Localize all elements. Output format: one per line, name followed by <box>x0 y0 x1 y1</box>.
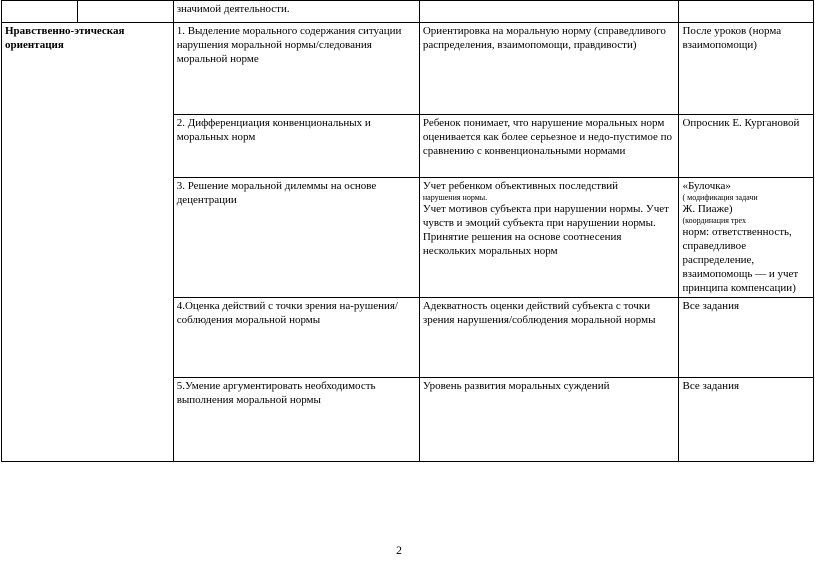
method-cell <box>679 1 814 23</box>
criterion-text: Учет мотивов субъекта при нарушении нормы. Учет чувств и эмоций субъекта при нарушении нормы. Принятие решения на основе соотнесения нескольких моральных норм <box>422 203 669 257</box>
criterion-cell: Ребенок понимает, что нарушение моральных норм оценивается как более серьезное и недо-пустимое по сравнению с конвенциональными нормами <box>419 115 679 178</box>
criterion-cell: Ориентировка на моральную норму (справедливого распределения, взаимопомощи, правдивости) <box>419 23 679 115</box>
criterion-cell: Уровень развития моральных суждений <box>419 378 679 462</box>
empty-cell <box>2 1 78 23</box>
method-cell: Все задания <box>679 378 814 462</box>
criteria-table <box>1 0 814 462</box>
table-row-fragment <box>2 1 814 23</box>
criterion-cell: Адекватность оценки действий субъекта с точки зрения нарушения/соблюдения моральной нормы <box>419 298 679 378</box>
aspect-cell: Нравственно-этическая ориентация <box>2 23 174 462</box>
method-note: (координация трех <box>682 216 746 225</box>
table-row <box>2 23 814 115</box>
method-cell <box>679 178 814 298</box>
criterion-cell <box>419 178 679 298</box>
empty-cell <box>77 1 173 23</box>
method-cell: После уроков (норма взаимопомощи) <box>679 23 814 115</box>
action-cell: 2. Дифференциация конвенциональных и моральных норм <box>173 115 419 178</box>
method-cell: Все задания <box>679 298 814 378</box>
page-number: 2 <box>396 543 402 557</box>
criterion-note: нарушения нормы. <box>422 193 488 202</box>
action-cell: 1. Выделение морального содержания ситуации нарушения моральной нормы/следования моральной норме <box>173 23 419 115</box>
action-cell: 3. Решение моральной дилеммы на основе децентрации <box>173 178 419 298</box>
method-note: ( модификация задачи <box>682 193 758 202</box>
criterion-text: Учет ребенком объективных последствий <box>422 180 619 192</box>
method-cell: Опросник Е. Кургановой <box>679 115 814 178</box>
criterion-cell <box>419 1 679 23</box>
method-title: «Булочка» <box>682 180 731 192</box>
action-cell: 4.Оценка действий с точки зрения на-рушения/соблюдения моральной нормы <box>173 298 419 378</box>
action-cell: значимой деятельности. <box>173 1 419 23</box>
method-text: Ж. Пиаже) <box>682 203 733 215</box>
action-cell: 5.Умение аргументировать необходимость выполнения моральной нормы <box>173 378 419 462</box>
method-text: норм: ответственность, справедливое распределение, взаимопомощь — и учет принципа компенсации) <box>682 226 799 294</box>
